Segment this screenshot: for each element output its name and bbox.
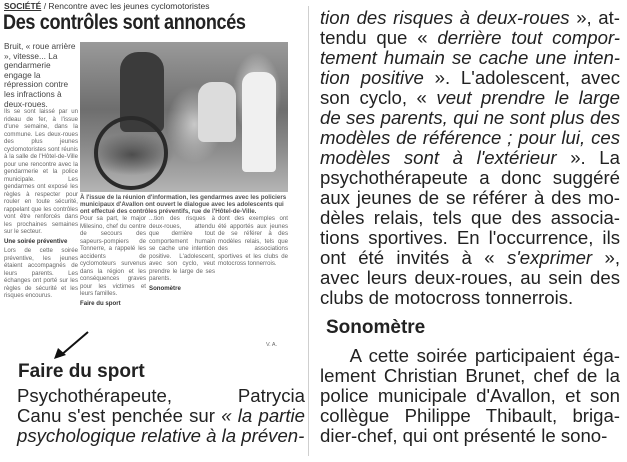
italic-segment: psychologique relative à la préven- <box>17 425 305 446</box>
column-divider <box>308 6 309 456</box>
text-segment: tendu que « <box>320 27 438 48</box>
italic-segment: derrière tout compor- <box>437 27 620 48</box>
text-line <box>17 406 305 426</box>
small-subheading: Faire du sport <box>80 299 121 307</box>
section-heading-sport: Faire du sport <box>18 361 145 382</box>
text-segment: avec leurs deux-roues, au sein des <box>320 267 620 288</box>
text-line <box>320 288 620 308</box>
italic-segment: modèles de référence ; pour lui, ces <box>320 127 620 148</box>
italic-segment: « la partie <box>221 405 305 426</box>
text-segment: ». La <box>556 147 620 168</box>
text-segment: Psychothérapeute, Patrycia <box>17 385 305 406</box>
text-line <box>320 8 620 28</box>
news-photo <box>80 42 288 192</box>
article-paragraph <box>320 8 620 308</box>
text-line <box>320 268 620 288</box>
lede: Bruit, « roue arrière », vitesse... La gendarmerie engage la répression contre les infractions à deux-roues. <box>4 41 76 109</box>
text-line <box>320 406 620 426</box>
italic-segment: tement humain se cache une inten- <box>320 47 620 68</box>
text-line <box>320 128 620 148</box>
small-text-column-3 <box>149 215 215 294</box>
italic-segment: veut prendre le large <box>436 87 620 108</box>
text-segment: », at- <box>569 7 620 28</box>
photo-caption: À l'issue de la réunion d'information, les gendarmes avec les policiers municipaux d'Avallon ont ouvert le dialogue avec les adolescents qui ont effectué des contrôles préventifs, rue de l'Hôtel-de-Ville. <box>80 194 287 215</box>
text-line <box>320 88 620 108</box>
sonometre-paragraph <box>320 346 620 446</box>
text-line <box>320 426 620 446</box>
photo-scooter-wheel <box>94 116 168 190</box>
text-segment: ont été invités à « <box>320 247 507 268</box>
text-line <box>320 386 620 406</box>
italic-segment: tion positive <box>320 67 424 88</box>
section-heading-sonometre: Sonomètre <box>326 317 426 338</box>
italic-segment: tion des risques à deux-roues <box>320 7 570 28</box>
text-segment: psychothérapeute a donc suggéré <box>320 167 620 188</box>
author-signature: V. A. <box>266 342 278 348</box>
text-segment: ». L'adolescent, avec <box>423 67 620 88</box>
pointer-arrow-icon <box>52 330 90 360</box>
small-text: ...tion des risques à deux-roues, attendu que derrière tout comportement humain se cache une intention positive. L'adolescent, avec son cyclo, veut prendre le large de ses parents. <box>149 215 215 282</box>
text-line <box>17 386 305 406</box>
text-line <box>320 48 620 68</box>
text-segment: collègue Philippe Thibault, briga- <box>320 405 620 426</box>
sport-paragraph <box>17 386 305 446</box>
headline: Des contrôles sont annoncés <box>3 11 246 34</box>
section-label: SOCIÉTÉ <box>4 1 42 11</box>
small-text-column-4 <box>218 215 288 268</box>
photo-figure-kneeling <box>198 82 236 142</box>
small-text-column-1 <box>4 108 78 300</box>
text-segment: police municipale d'Avallon, et son <box>320 385 620 406</box>
text-segment: A cette soirée participaient éga- <box>320 345 620 366</box>
newspaper-clipping-thumbnail <box>0 0 306 462</box>
small-text: Ils se sont laissé par un rideau de fer, à l'issue d'une semaine, dans la commune. Les deux-roues des plus jeunes cyclomotoristes sont réunis à la salle de l'Hôtel-de-Ville pour une rencontre avec la gendarmerie et la police municipale. Les gendarmes ont exposé les règles à respecter pour rouler en toute sécurité, rappelant que les contrôles vont être renforcés dans les prochaines semaines sur le secteur. <box>4 108 78 235</box>
text-segment: dèles relais, tels que des associa- <box>320 207 620 228</box>
small-text-column-2 <box>80 215 146 309</box>
breadcrumb <box>4 1 210 11</box>
text-line <box>320 346 620 366</box>
text-line <box>320 228 620 248</box>
text-segment: aux jeunes de se référer à des mo- <box>320 187 620 208</box>
breadcrumb-text: / Rencontre avec les jeunes cyclomotoristes <box>43 1 210 11</box>
text-line <box>17 426 305 446</box>
text-line <box>320 248 620 268</box>
small-text: Pour sa part, le major Milesino, chef du centre de secours des sapeurs-pompiers de Tonnerre, a rappelé les accidents de cyclomoteurs survenus dans la région et les conséquences graves pour les victimes et leurs familles. <box>80 215 146 297</box>
italic-segment: de ses parents, qui ne sont plus des <box>320 107 620 128</box>
text-line <box>320 68 620 88</box>
text-line <box>320 28 620 48</box>
text-line <box>320 168 620 188</box>
text-segment: son cyclo, « <box>320 87 437 108</box>
small-subheading: Une soirée préventive <box>4 237 68 245</box>
text-line <box>320 366 620 386</box>
text-segment: lement Christian Brunet, chef de la <box>320 365 620 386</box>
text-line <box>320 148 620 168</box>
small-text: Lors de cette soirée préventive, les jeunes étaient accompagnés de leurs parents. Les échanges ont porté sur les règles de sécurité et les risques encourus. <box>4 247 78 299</box>
text-line <box>320 108 620 128</box>
italic-segment: modèles sont à l'extérieur <box>320 147 557 168</box>
text-segment: clubs de motocross tonnerrois. <box>320 287 574 308</box>
text-segment: », <box>592 247 620 268</box>
text-segment: tions sportives. En l'occurrence, ils <box>320 227 620 248</box>
italic-segment: s'exprimer <box>506 247 593 268</box>
small-subheading: Sonomètre <box>149 284 181 292</box>
small-text: dont des exemples ont été apportés aux jeunes de se référer à des modèles relais, tels que des associations sportives et les clubs de motocross tonnerrois. <box>218 215 288 267</box>
text-segment: Canu s'est penchée sur <box>17 405 222 426</box>
photo-figure-standing <box>242 72 276 172</box>
text-line <box>320 208 620 228</box>
text-segment: dier-chef, qui ont présenté le sono- <box>320 425 608 446</box>
text-line <box>320 188 620 208</box>
